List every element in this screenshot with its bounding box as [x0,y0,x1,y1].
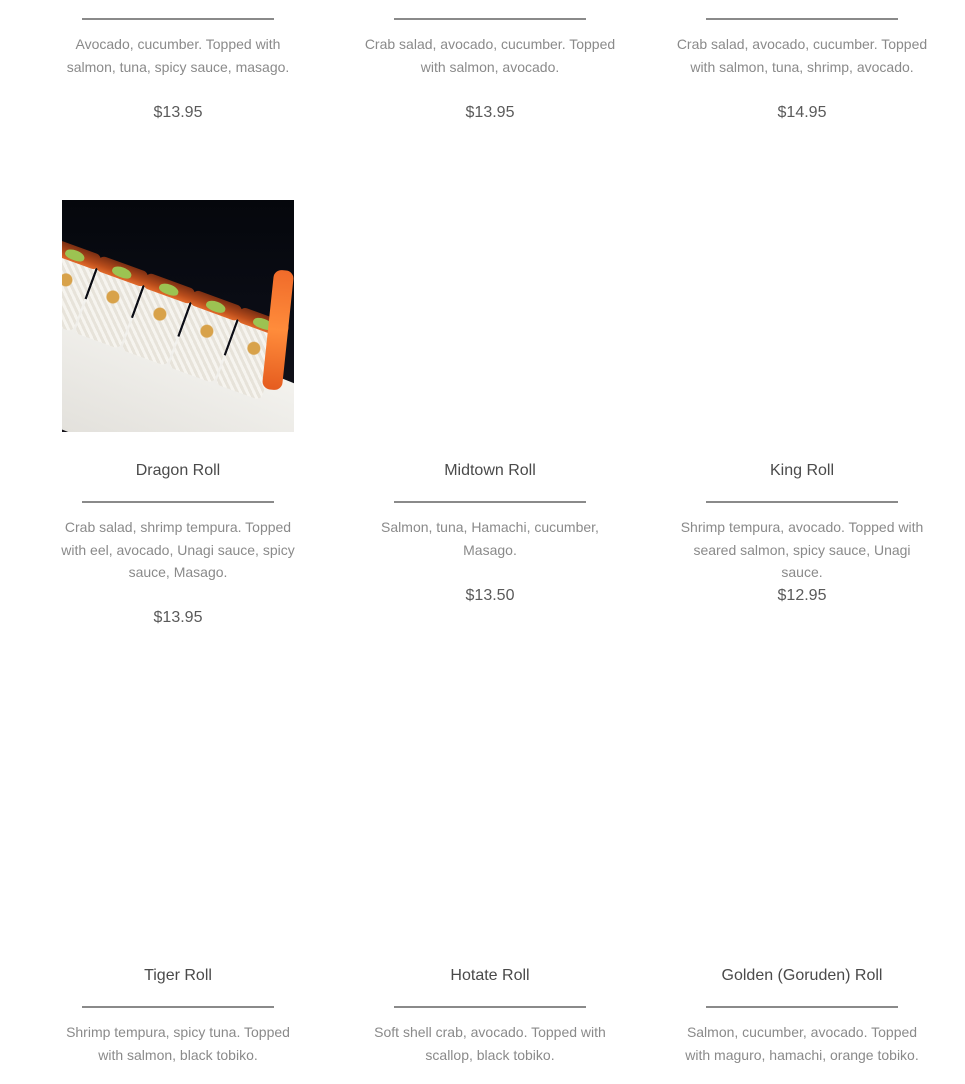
item-title: Midtown Roll [444,462,536,479]
item-title: King Roll [769,462,835,479]
divider [394,18,586,20]
divider [706,501,898,503]
divider [394,1006,586,1008]
divider [82,1006,274,1008]
item-title: Tiger Roll [144,967,212,984]
item-price: $13.95 [465,104,515,121]
item-price: $14.95 [777,104,827,121]
item-price: $13.50 [465,587,515,604]
item-description: Salmon, tuna, Hamachi, cucumber, Masago. [381,519,599,558]
dragon-roll-photo [62,200,294,432]
item-description: Crab salad, avocado, cucumber. Topped with salmon, avocado. [364,36,616,75]
item-price: $12.95 [777,587,827,604]
item-description: Crab salad, shrimp tempura. Topped with eel, avocado, Unagi sauce, spicy sauce, Masago. [61,519,295,580]
divider [706,18,898,20]
item-description: Shrimp tempura, avocado. Topped with seared salmon, spicy sauce, Unagi sauce. [680,519,924,580]
divider [394,501,586,503]
divider [82,501,274,503]
item-title: Golden (Goruden) Roll [721,967,883,984]
item-price: $13.95 [153,104,203,121]
item-description: Avocado, cucumber. Topped with salmon, tuna, spicy sauce, masago. [66,36,290,75]
item-description: Shrimp tempura, spicy tuna. Topped with salmon, black tobiko. [66,1024,290,1063]
divider [82,18,274,20]
item-title: Hotate Roll [450,967,530,984]
item-price: $13.95 [153,609,203,626]
item-description: Crab salad, avocado, cucumber. Topped with salmon, tuna, shrimp, avocado. [676,36,928,75]
item-description: Salmon, cucumber, avocado. Topped with maguro, hamachi, orange tobiko. [685,1024,919,1063]
item-title: Dragon Roll [135,462,221,479]
item-description: Soft shell crab, avocado. Topped with scallop, black tobiko. [374,1024,606,1063]
divider [706,1006,898,1008]
